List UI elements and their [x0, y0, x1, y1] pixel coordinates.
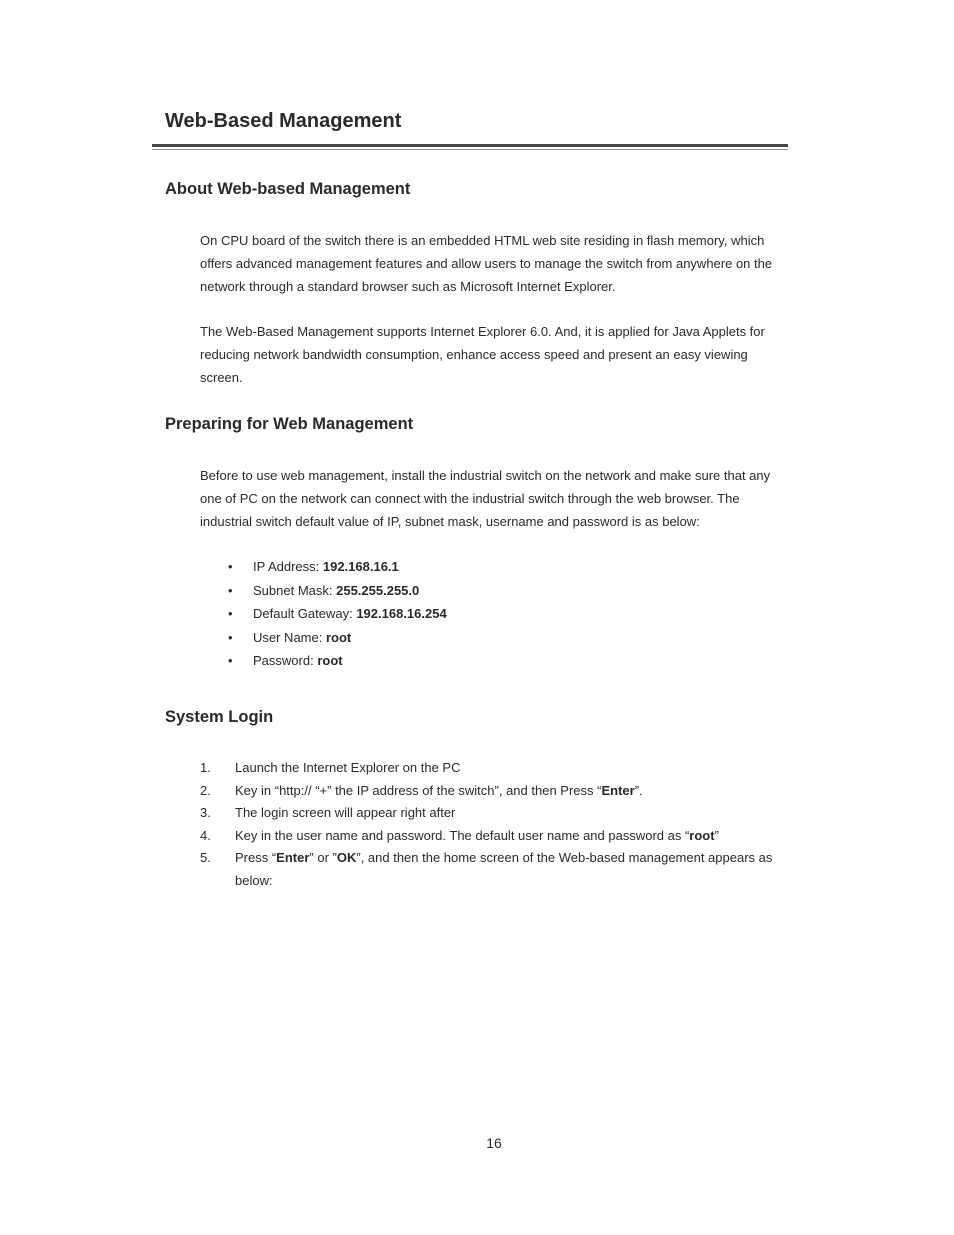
step-bold: OK — [336, 850, 357, 865]
default-label: Subnet Mask: — [253, 582, 337, 598]
preparing-paragraph: Before to use web management, install the industrial switch on the network and make sure that any one of PC on the network can connect with the industrial switch through the web browser. The industrial switch default value of IP, subnet mask, username and password is as below: — [200, 468, 771, 529]
step-bold: Enter — [601, 782, 635, 798]
default-label: Default Gateway: — [253, 606, 357, 621]
default-label: IP Address: — [253, 559, 323, 574]
list-item — [228, 602, 447, 626]
step-number: 3. — [200, 805, 211, 820]
bullet-icon: • — [228, 629, 233, 645]
list-item — [228, 626, 447, 650]
step-text: Launch the Internet Explorer on the PC — [235, 760, 461, 775]
default-value: root — [317, 653, 343, 668]
step-text: Press “ — [235, 850, 277, 865]
heading-system-login: System Login — [165, 708, 274, 726]
list-item — [228, 579, 447, 603]
step-text: ”, and then the home screen of the Web-based management appears as below: — [235, 850, 773, 888]
title-rule-thick — [152, 144, 788, 147]
list-item — [228, 649, 447, 673]
bullet-icon: • — [228, 582, 233, 598]
bullet-icon: • — [228, 606, 233, 621]
step-number: 2. — [200, 782, 211, 798]
about-paragraph-2: The Web-Based Management supports Internet Explorer 6.0. And, it is applied for Java Applets for reducing network bandwidth consumption, enhance access speed and present an easy viewing screen. — [200, 324, 765, 385]
default-value: root — [325, 629, 352, 645]
default-value: 255.255.255.0 — [336, 582, 420, 598]
step-text: ”. — [634, 782, 643, 798]
step-text: The login screen will appear right after — [235, 805, 456, 820]
about-paragraph-1: On CPU board of the switch there is an embedded HTML web site residing in flash memory, which offers advanced management features and allow users to manage the switch from anywhere on the network through a standard browser such as Microsoft Internet Explorer. — [200, 233, 773, 294]
bullet-icon: • — [228, 559, 233, 574]
default-value: 192.168.16.1 — [322, 559, 399, 574]
page-title: Web-Based Management — [165, 110, 402, 132]
list-item — [200, 757, 790, 780]
step-text: ” or ” — [309, 850, 337, 865]
page-number: 16 — [486, 1135, 502, 1151]
default-label: User Name: — [253, 629, 326, 645]
heading-about: About Web-based Management — [165, 180, 411, 198]
list-item — [200, 847, 790, 892]
list-item — [200, 802, 790, 825]
bullet-icon: • — [228, 653, 233, 668]
login-steps-list — [200, 757, 790, 892]
step-bold: root — [689, 827, 715, 843]
title-rule-thin — [152, 149, 788, 150]
step-text: ” — [714, 827, 719, 843]
list-item — [228, 555, 447, 579]
list-item — [200, 825, 790, 848]
default-settings-list — [228, 555, 447, 673]
step-text: Key in the user name and password. The default user name and password as “ — [235, 827, 690, 843]
step-text: Key in “http:// “+” the IP address of the switch”, and then Press “ — [235, 782, 602, 798]
list-item — [200, 780, 790, 803]
step-bold: Enter — [276, 850, 310, 865]
step-number: 1. — [200, 760, 211, 775]
step-number: 5. — [200, 850, 211, 865]
default-label: Password: — [253, 653, 318, 668]
default-value: 192.168.16.254 — [356, 606, 447, 621]
heading-preparing: Preparing for Web Management — [165, 415, 414, 433]
step-number: 4. — [200, 827, 211, 843]
